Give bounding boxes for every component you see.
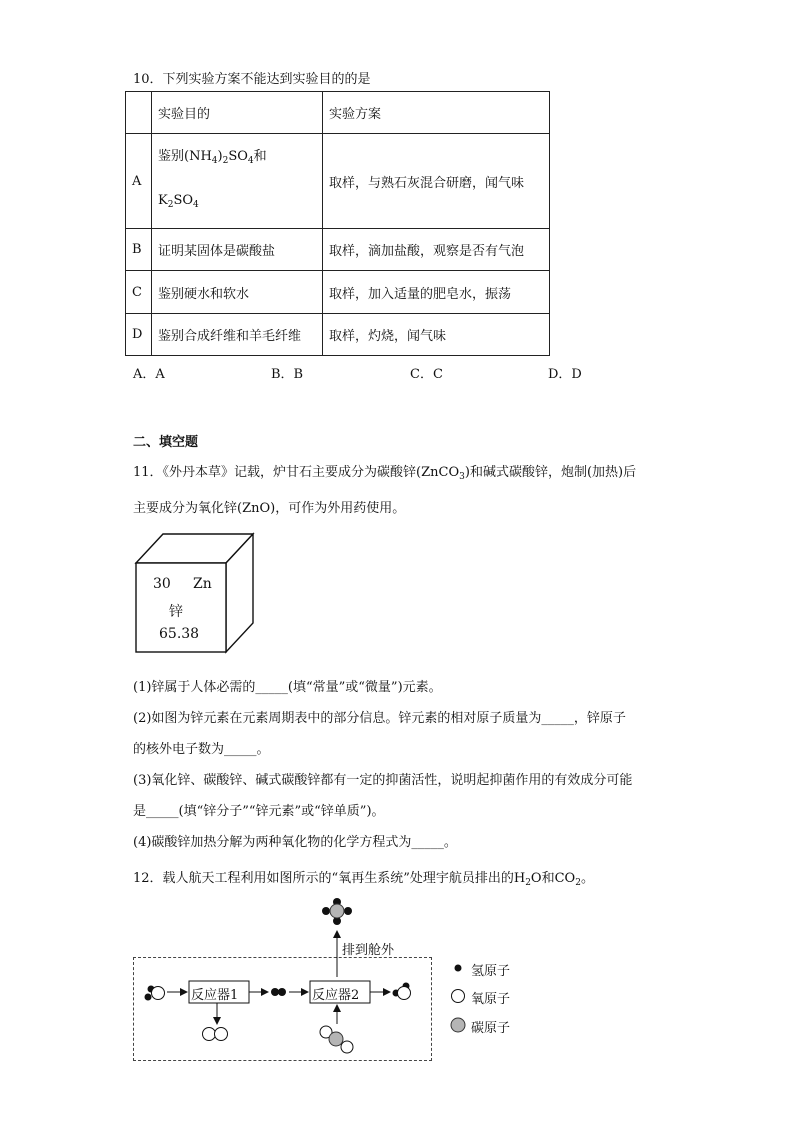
header-method: 实验方案 xyxy=(323,92,550,134)
hydrogen-atom xyxy=(145,994,152,1001)
hydrogen-molecule xyxy=(271,988,286,996)
q12-stem xyxy=(133,867,594,888)
hydrogen-atom xyxy=(278,988,286,996)
q11-part1: (1)锌属于人体必需的_____(填“常量”或“微量”)元素。 xyxy=(133,680,442,695)
carbon-dioxide-molecule-input xyxy=(320,1026,353,1053)
carbon-atom xyxy=(329,1032,343,1046)
subscript: 3 xyxy=(459,472,465,482)
reactor1-label: 反应器1 xyxy=(191,988,239,1003)
row-d-method: 取样，灼烧，闻气味 xyxy=(323,314,550,356)
subscript: 4 xyxy=(193,200,199,210)
option-a: A．A xyxy=(133,367,165,382)
oxygen-legend-symbol xyxy=(452,990,465,1003)
oxygen-atom xyxy=(203,1028,216,1041)
exhaust-label: 排到舱外 xyxy=(342,943,395,958)
formula: O xyxy=(530,871,542,886)
legend-carbon: 碳原子 xyxy=(471,1021,511,1036)
table-header-row xyxy=(126,92,550,134)
q10-table xyxy=(125,91,550,356)
formula: H xyxy=(513,871,526,886)
header-purpose: 实验目的 xyxy=(152,92,323,134)
q11-line2: 主要成分为氧化锌(ZnO)，可作为外用药使用。 xyxy=(133,501,406,516)
legend-oxygen: 氧原子 xyxy=(471,992,511,1007)
row-c-purpose: 鉴别硬水和软水 xyxy=(152,271,323,314)
q11-line1 xyxy=(133,461,636,482)
water-molecule-output xyxy=(393,983,411,1000)
section-title: 二、填空题 xyxy=(133,435,199,450)
subscript: 4 xyxy=(247,156,254,166)
table-row-c xyxy=(126,271,550,314)
purpose-text: SO xyxy=(228,149,248,164)
water-molecule-input xyxy=(145,986,165,1001)
element-name: 锌 xyxy=(169,604,183,620)
subscript: 2 xyxy=(525,878,531,888)
hydrogen-atom xyxy=(344,907,352,915)
q12-text: 。 xyxy=(580,871,594,886)
row-label: A xyxy=(126,134,152,229)
q11-part3b: 是_____(填“锌分子”“锌元素”或“锌单质”)。 xyxy=(133,804,385,819)
hydrogen-atom xyxy=(322,907,330,915)
oxygen-atom xyxy=(215,1028,228,1041)
q11-part2b: 的核外电子数为_____。 xyxy=(133,742,270,757)
table-row-d xyxy=(126,314,550,356)
q11-part3a: (3)氧化锌、碳酸锌、碱式碳酸锌都有一定的抑菌活性，说明起抑菌作用的有效成分可能 xyxy=(133,773,633,788)
row-a-purpose xyxy=(152,134,323,229)
subscript: 2 xyxy=(167,200,174,210)
option-c: C．C xyxy=(410,367,443,382)
table-row-a xyxy=(126,134,550,229)
oxygen-atom xyxy=(152,987,165,1000)
q12-text: 12．载人航天工程利用如图所示的“氧再生系统”处理宇航员排出的 xyxy=(133,871,514,886)
carbon-legend-symbol xyxy=(451,1018,465,1032)
element-mass: 65.38 xyxy=(159,626,200,642)
option-d: D．D xyxy=(548,367,582,382)
table-row-b xyxy=(126,229,550,271)
methane-molecule-exhaust xyxy=(322,898,352,925)
oxygen-regeneration-diagram xyxy=(130,893,430,1068)
hydrogen-legend-symbol xyxy=(455,965,462,972)
q11-text: )和碱式碳酸锌，炮制(加热)后 xyxy=(464,465,637,480)
reactor2-label: 反应器2 xyxy=(312,988,360,1003)
purpose-text: 和 xyxy=(253,149,267,164)
hydrogen-atom xyxy=(271,988,279,996)
carbon-atom xyxy=(330,904,344,918)
legend-hydrogen: 氢原子 xyxy=(471,964,511,979)
row-d-purpose: 鉴别合成纤维和羊毛纤维 xyxy=(152,314,323,356)
subscript: 2 xyxy=(222,156,229,166)
row-label: B xyxy=(126,229,152,271)
subscript: 4 xyxy=(211,156,218,166)
row-label: C xyxy=(126,271,152,314)
purpose-text: ) xyxy=(217,149,223,164)
row-a-method: 取样，与熟石灰混合研磨，闻气味 xyxy=(323,134,550,229)
oxygen-atom xyxy=(398,987,411,1000)
row-b-purpose: 证明某固体是碳酸盐 xyxy=(152,229,323,271)
purpose-text: SO xyxy=(173,193,194,208)
q11-text: 11．《外丹本草》记载，炉甘石主要成分为碳酸锌( xyxy=(133,465,422,480)
purpose-text: 鉴别(NH xyxy=(158,149,212,164)
element-number: 30 xyxy=(153,576,171,592)
q10-stem: 10．下列实验方案不能达到实验目的的是 xyxy=(133,72,371,87)
row-label: D xyxy=(126,314,152,356)
formula: ZnCO xyxy=(421,465,460,480)
formula: CO xyxy=(554,871,576,886)
purpose-text: K xyxy=(158,193,168,208)
q12-text: 和 xyxy=(541,871,555,886)
option-b: B．B xyxy=(271,367,304,382)
element-symbol: Zn xyxy=(193,576,212,592)
atom-legend-symbols xyxy=(450,958,472,1038)
row-c-method: 取样，加入适量的肥皂水，振荡 xyxy=(323,271,550,314)
oxygen-molecule-output xyxy=(203,1028,228,1041)
q11-part4: (4)碳酸锌加热分解为两种氧化物的化学方程式为_____。 xyxy=(133,835,457,850)
oxygen-atom xyxy=(341,1041,353,1053)
q11-part2a: (2)如图为锌元素在元素周期表中的部分信息。锌元素的相对原子质量为_____，锌原子 xyxy=(133,711,626,726)
row-b-method: 取样，滴加盐酸，观察是否有气泡 xyxy=(323,229,550,271)
table-corner-cell xyxy=(126,92,152,134)
subscript: 2 xyxy=(575,878,581,888)
